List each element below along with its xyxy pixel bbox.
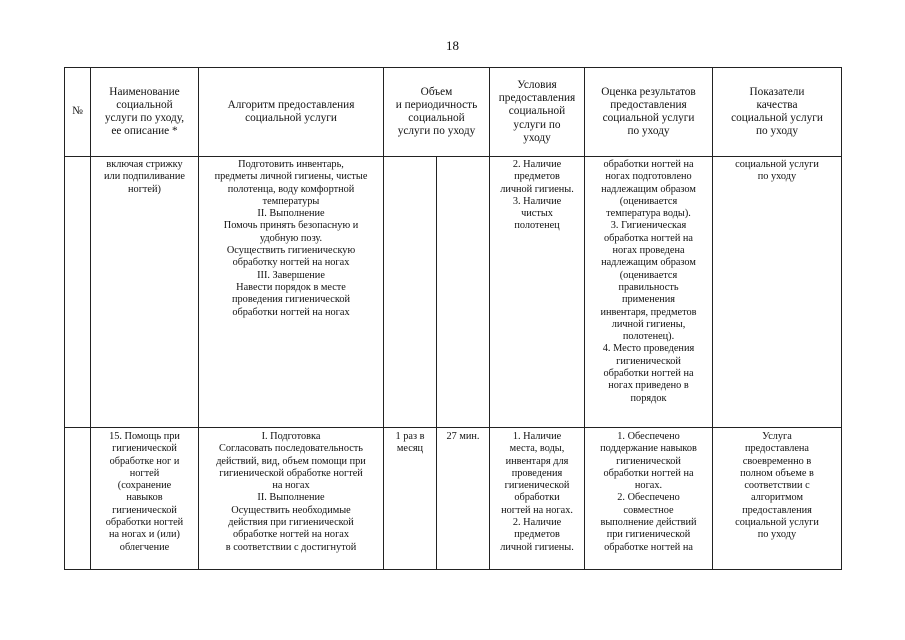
cell-number bbox=[65, 428, 91, 570]
cell-conditions: 2. Наличие предметов личной гигиены. 3. Наличие чистых полотенец bbox=[490, 157, 585, 428]
cell-algorithm: I. Подготовка Согласовать последовательность действий, вид, объем помощи при гигиенической обработке ногтей на ногах II. Выполнение Осуществить необходимые действия при гигиенической обработке ногтей на ногах в соответствии с достигнутой bbox=[199, 428, 384, 570]
social-services-table bbox=[64, 67, 842, 570]
cell-service-name: 15. Помощь при гигиенической обработке ног и ногтей (сохранение навыков гигиенической обработки ногтей на ногах и (или) облегчение bbox=[91, 428, 199, 570]
cell-evaluation: обработки ногтей на ногах подготовлено надлежащим образом (оценивается температура воды). 3. Гигиеническая обработка ногтей на ногах проведена надлежащим образом (оценивается правильность применения инвентаря, предметов личной гигиены, полотенец). 4. Место проведения гигиенической обработки ногтей на ногах приведено в порядок bbox=[585, 157, 713, 428]
page-number: 18 bbox=[446, 38, 459, 53]
cell-algorithm: Подготовить инвентарь, предметы личной гигиены, чистые полотенца, воду комфортной температуры II. Выполнение Помочь принять безопасную и удобную позу. Осуществить гигиеническую обработку ногтей на ногах III. Завершение Навести порядок в месте проведения гигиенической обработки ногтей на ногах bbox=[199, 157, 384, 428]
header-algorithm: Алгоритм предоставления социальной услуги bbox=[199, 68, 384, 157]
cell-periodicity: 1 раз в месяц bbox=[384, 428, 437, 570]
header-service-name: Наименование социальной услуги по уходу, ее описание * bbox=[91, 68, 199, 157]
cell-quality: Услуга предоставлена своевременно в полном объеме в соответствии с алгоритмом предоставления социальной услуги по уходу bbox=[713, 428, 842, 570]
cell-conditions: 1. Наличие места, воды, инвентаря для проведения гигиенической обработки ногтей на ногах. 2. Наличие предметов личной гигиены. bbox=[490, 428, 585, 570]
cell-service-name: включая стрижку или подпиливание ногтей) bbox=[91, 157, 199, 428]
header-evaluation: Оценка результатов предоставления социальной услуги по уходу bbox=[585, 68, 713, 157]
cell-periodicity bbox=[384, 157, 437, 428]
table-header-row bbox=[65, 68, 842, 157]
table-row bbox=[65, 428, 842, 570]
table-row bbox=[65, 157, 842, 428]
header-number: № bbox=[65, 68, 91, 157]
cell-number bbox=[65, 157, 91, 428]
header-quality: Показатели качества социальной услуги по уходу bbox=[713, 68, 842, 157]
cell-duration bbox=[437, 157, 490, 428]
header-conditions: Условия предоставления социальной услуги по уходу bbox=[490, 68, 585, 157]
cell-duration: 27 мин. bbox=[437, 428, 490, 570]
cell-quality: социальной услуги по уходу bbox=[713, 157, 842, 428]
header-volume: Объем и периодичность социальной услуги по уходу bbox=[384, 68, 490, 157]
cell-evaluation: 1. Обеспечено поддержание навыков гигиенической обработки ногтей на ногах. 2. Обеспечено совместное выполнение действий при гигиенической обработке ногтей на bbox=[585, 428, 713, 570]
